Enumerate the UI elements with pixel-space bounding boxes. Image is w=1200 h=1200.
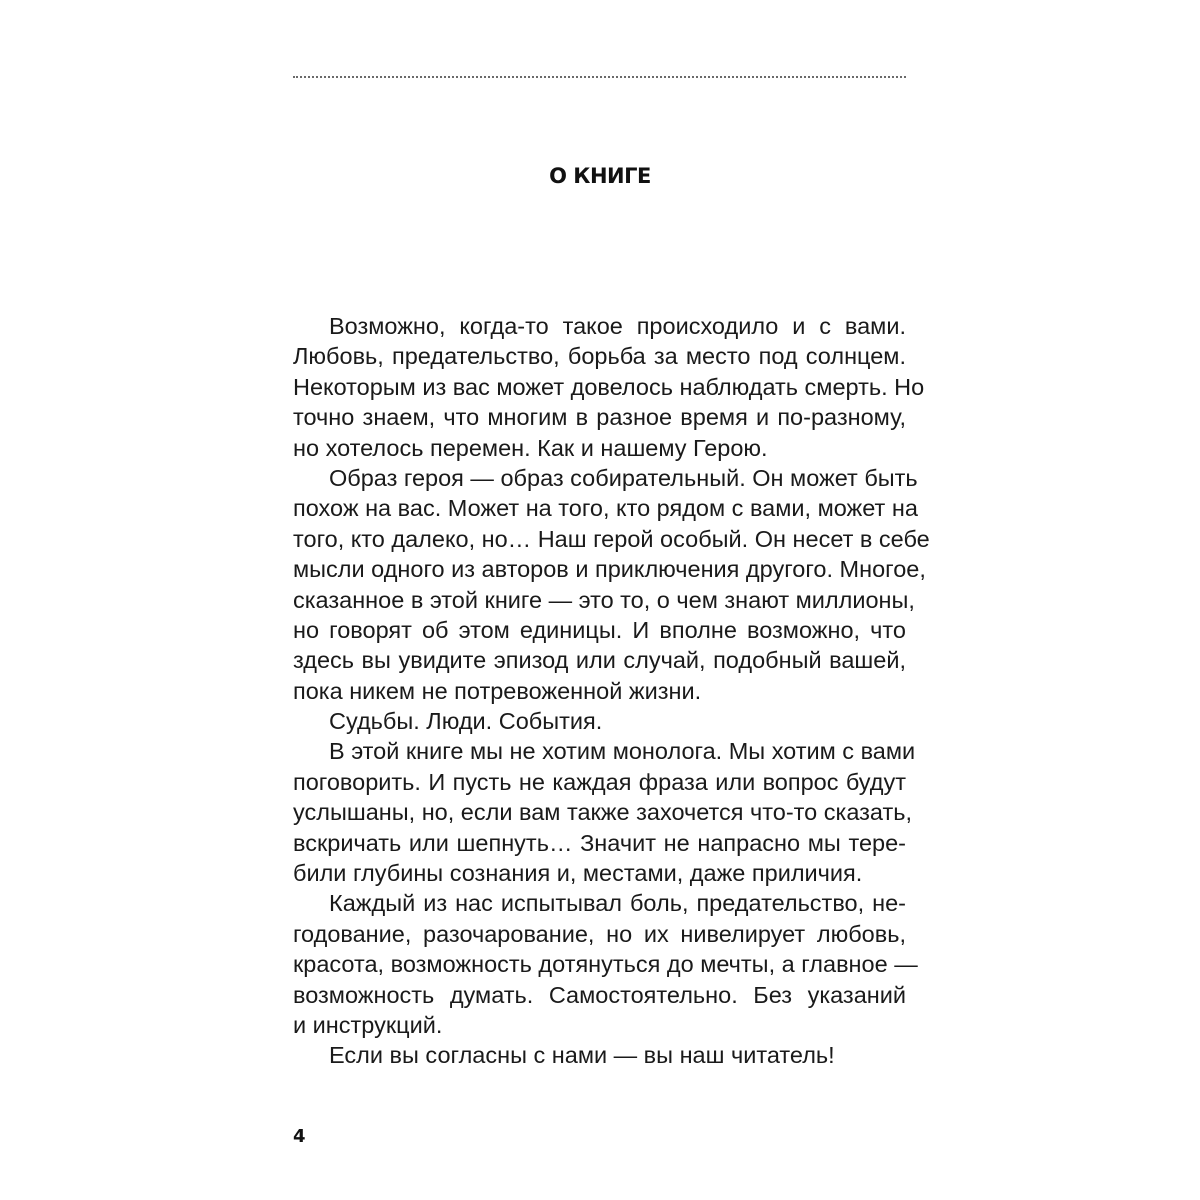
text-line: здесь вы увидите эпизод или случай, подобный вашей, <box>293 647 906 674</box>
text-line: услышаны, но, если вам также захочется что-то сказать, <box>293 799 912 826</box>
text-line: похож на вас. Может на того, кто рядом с вами, может на <box>293 495 918 522</box>
body-text <box>293 311 930 1071</box>
paragraph <box>293 888 918 1040</box>
text-line: Любовь, предательство, борьба за место под солнцем. <box>293 343 906 370</box>
text-line: точно знаем, что многим в разное время и по-разному, <box>293 404 906 431</box>
text-line: вскричать или шепнуть… Значит не напрасно мы тере- <box>293 829 906 856</box>
text-line: мысли одного из авторов и приключения другого. Многое, <box>293 556 926 583</box>
text-line: возможность думать. Самостоятельно. Без указаний <box>293 981 906 1008</box>
text-line: пока никем не потревоженной жизни. <box>293 677 702 704</box>
text-line: Образ героя — образ собирательный. Он может быть <box>329 464 918 491</box>
paragraph <box>293 706 906 736</box>
text-line: и инструкций. <box>293 1011 443 1038</box>
text-line: Если вы согласны с нами — вы наш читатель! <box>329 1042 835 1069</box>
text-line: Возможно, когда-то такое происходило и с вами. <box>329 313 906 339</box>
paragraph <box>293 311 925 463</box>
text-line: поговорить. И пусть не каждая фраза или вопрос будут <box>293 768 906 795</box>
paragraph <box>293 736 916 888</box>
text-line: били глубины сознания и, местами, даже приличия. <box>293 860 863 887</box>
text-line: но говорят об этом единицы. И вполне возможно, что <box>293 616 906 643</box>
text-line: сказанное в этой книге — это то, о чем знают миллионы, <box>293 586 915 613</box>
text-line: красота, возможность дотянуться до мечты, а главное — <box>293 951 918 978</box>
chapter-title: О КНИГЕ <box>549 164 651 188</box>
header-dotted-rule <box>293 76 906 78</box>
text-line: В этой книге мы не хотим монолога. Мы хотим с вами <box>329 738 916 765</box>
text-line: Некоторым из вас может довелось наблюдать смерть. Но <box>293 373 925 400</box>
text-line: но хотелось перемен. Как и нашему Герою. <box>293 434 768 461</box>
paragraph <box>293 463 930 706</box>
text-line: того, кто далеко, но… Наш герой особый. Он несет в себе <box>293 525 930 552</box>
text-line: годование, разочарование, но их нивелирует любовь, <box>293 920 906 947</box>
page-number: 4 <box>293 1126 306 1147</box>
text-line: Каждый из нас испытывал боль, предательство, не- <box>329 890 906 917</box>
text-line: Судьбы. Люди. События. <box>329 708 603 735</box>
paragraph <box>293 1040 906 1070</box>
